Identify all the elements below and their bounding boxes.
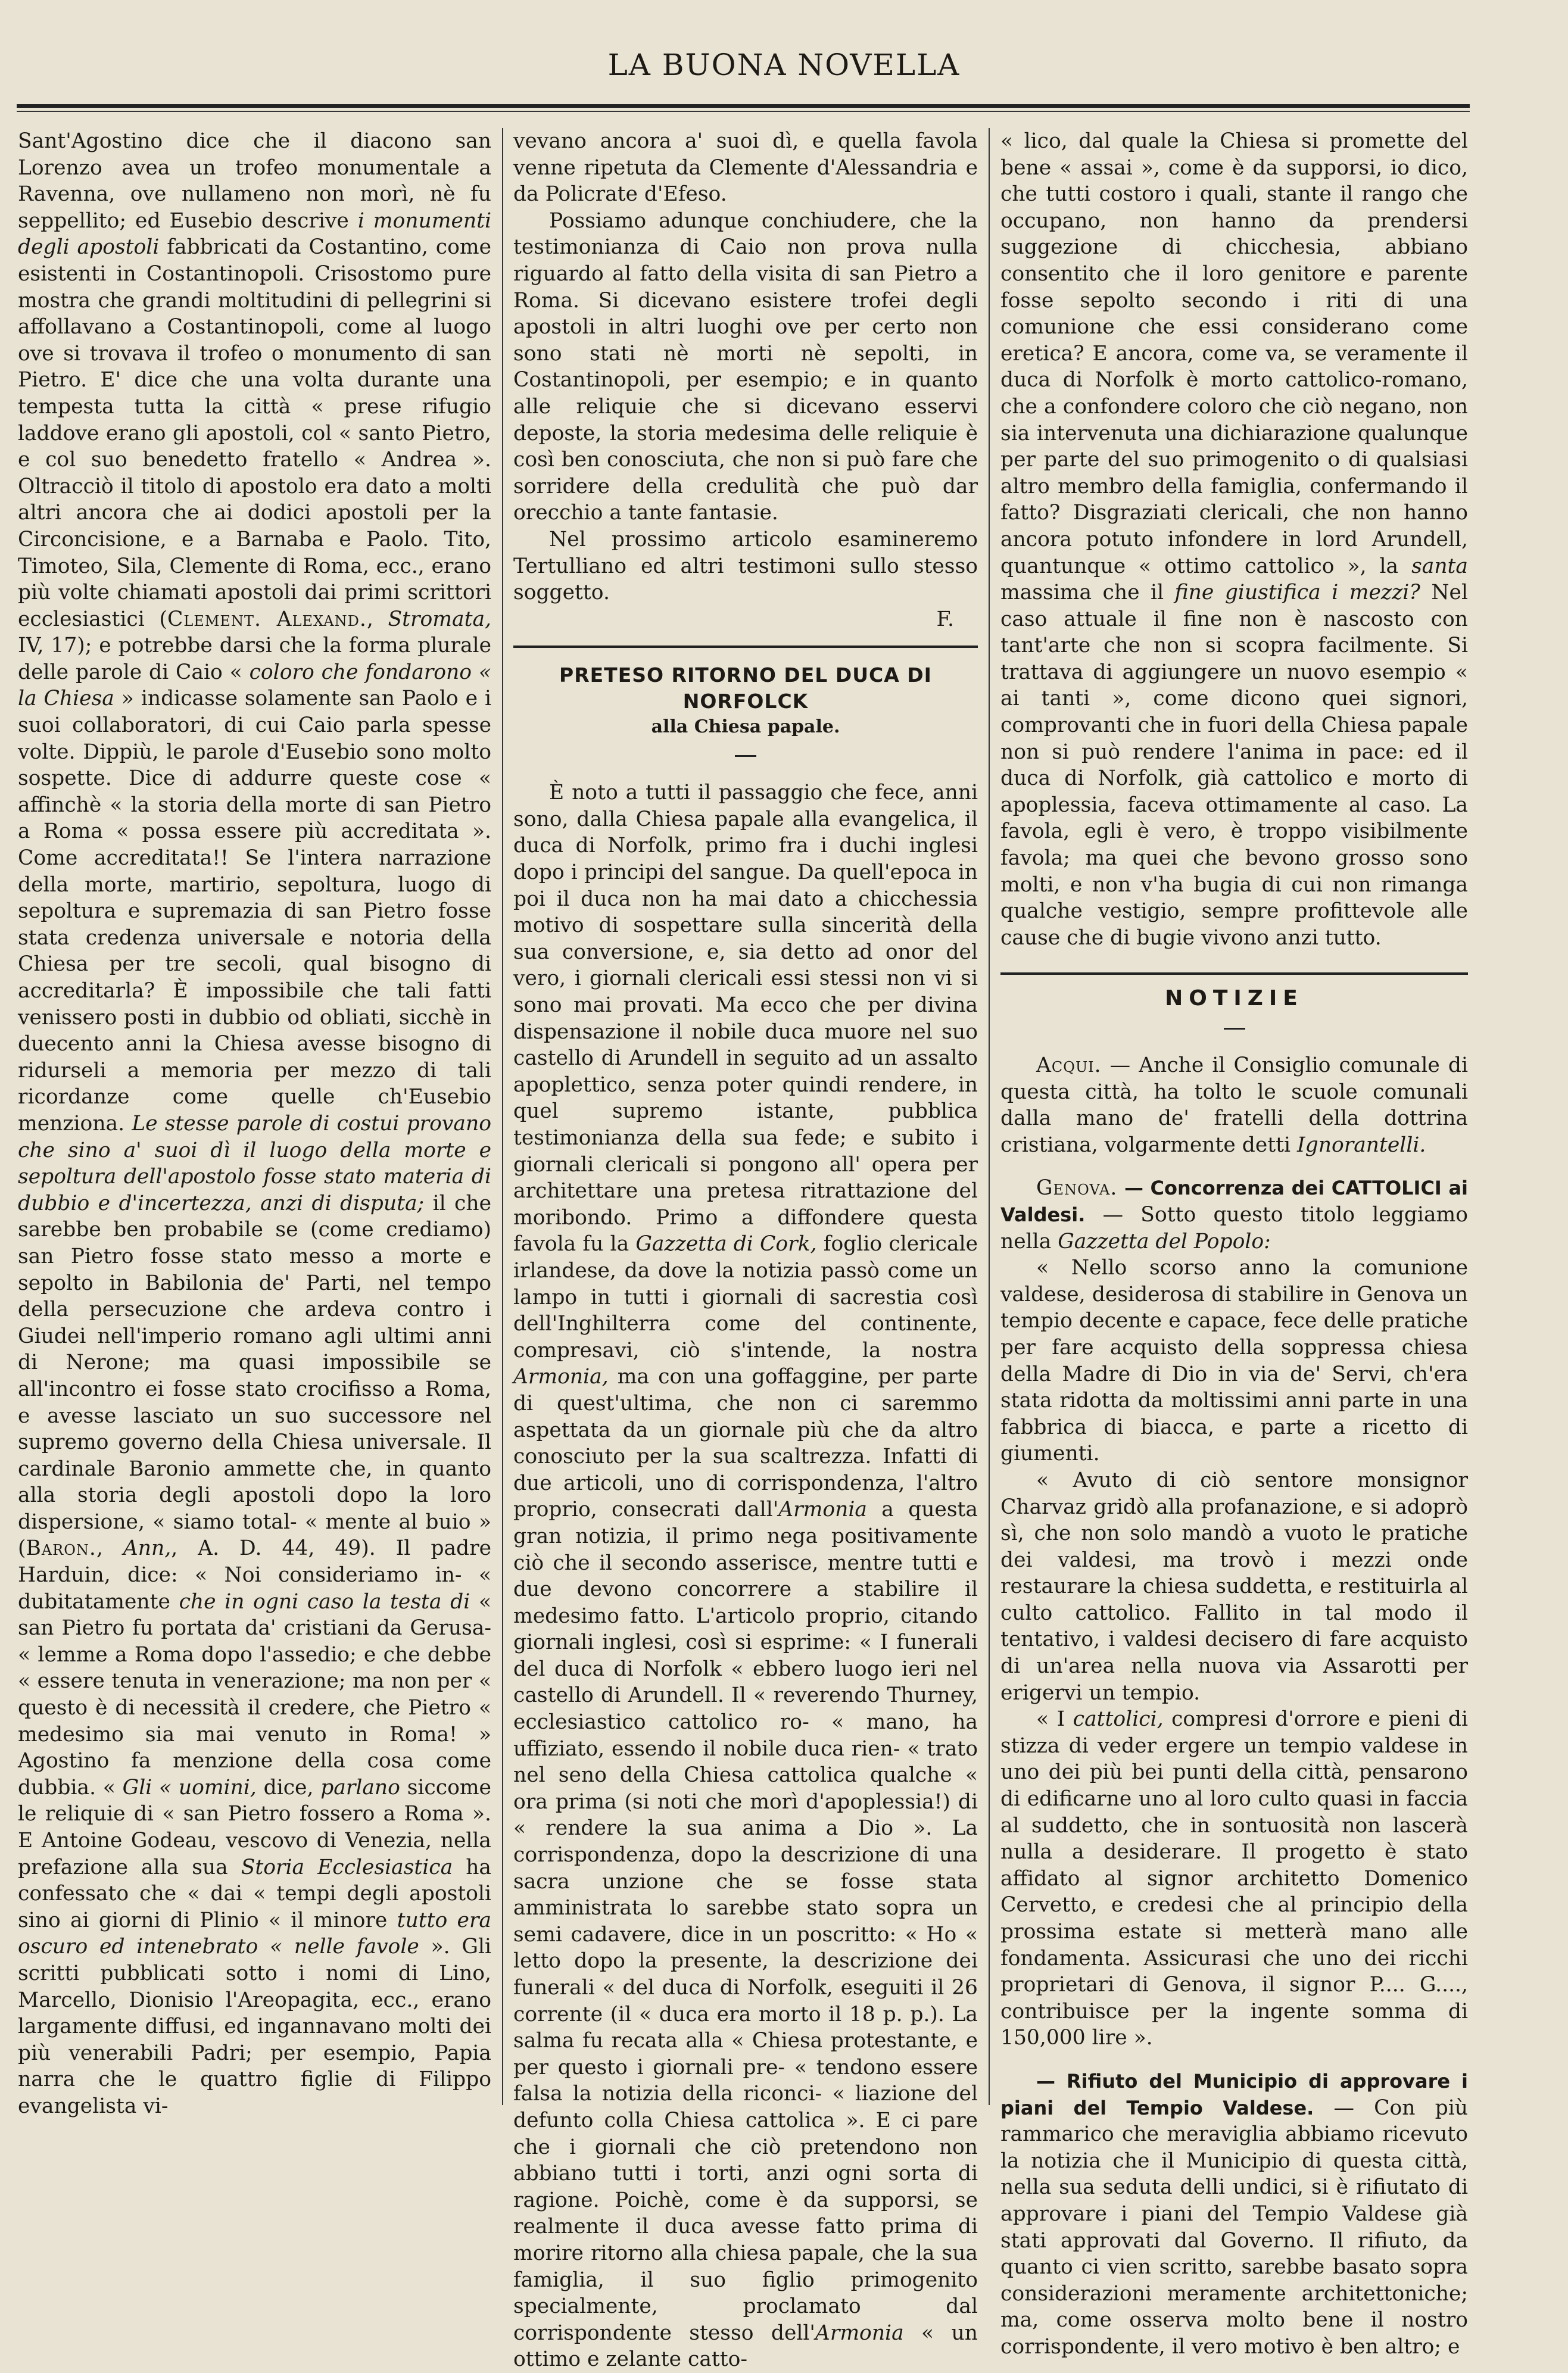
column-3 bbox=[1000, 128, 1469, 2359]
article-body: È noto a tutti il passaggio che fece, anni sono, dalla Chiesa papale alla evangelica, il duca di Norfolk, primo fra i duchi inglesi dopo i principi del sangue. Da quell'epoca in poi il duca non ha mai dato a chicchessia motivo di sospettare sulla sincerità della sua conversione, e, sia detto ad onor del vero, i giornali clericali essi stessi non vi si sono mai provati. Ma ecco che per divina dispensazione il nobile duca muore nel suo castello di Arundell in seguito ad un assalto apoplettico, senza poter quindi rendere, in quel supremo istante, pubblica testimonianza della sua fede; e subito i giornali clericali si pongono all' opera per architettare una pretesa ritrattazione del moribondo. Primo a diffondere questa favola fu la Gazzetta di Cork, foglio clericale irlandese, da dove la notizia passò come un lampo in tutti i giornali di sacrestia così dell'Inghilterra come del continente, compresavi, ciò s'intende, la nostra Armonia, ma con una goffaggine, per parte di quest'ultima, che non ci saremmo aspettata da un giornale più che da altro conosciuto per la sua scaltrezza. Infatti di due articoli, uno di corrispondenza, l'altro proprio, consecrati dall'Armonia a questa gran notizia, il primo nega positivamente ciò che il secondo asserisce, mentre tutti e due devono concorrere a stabilire il medesimo fatto. L'articolo proprio, citando giornali inglesi, così si esprime: « I funerali del duca di Norfolk « ebbero luogo ieri nel castello di Arundell. Il « reverendo Thurney, ecclesiastico cattolico ro- « mano, ha uffiziato, essendo il nobile duca rien- « trato nel seno della Chiesa cattolica qualche « ora prima (si noti che morì d'apoplessia!) di « rendere la sua anima a Dio ». La corrispondenza, dopo la descrizione di una sacra unzione che se fosse stata amministrata lo sarebbe stato sopra un semi cadavere, dice in un poscritto: « Ho « letto dopo la presente, la descrizione dei funerali « del duca di Norfolk, eseguiti il 26 corrente (il « duca era morto il 18 p. p.). La salma fu recata alla « Chiesa protestante, e per questo i giornali pre- « tendono essere falsa la notizia della riconci- « liazione del defunto colla Chiesa cattolica ». E ci pare che i giornali che ciò pretendono non abbiano tutti i torti, anzi ogni sorta di ragione. Poichè, come è da supporsi, se realmente il duca avesse fatto prima di morire ritorno alla chiesa papale, che la sua famiglia, il suo figlio primogenito specialmente, proclamato dal corrispondente stesso dell'Armonia « un ottimo e zelante catto- bbox=[513, 781, 978, 2372]
column-divider-1 bbox=[502, 128, 503, 2105]
article-title: PRETESO RITORNO DEL DUCA DI NORFOLCK bbox=[559, 663, 932, 713]
acqui-item: Acqui. — Anche il Consiglio comunale di questa città, ha tolto le scuole comunali dalla mano de' fratelli della dottrina cristiana, volgarmente detti Ignorantelli. bbox=[1000, 1053, 1468, 1157]
notizie-dash bbox=[1224, 1028, 1245, 1030]
masthead: LA BUONA NOVELLA bbox=[607, 48, 961, 82]
notizie-rule bbox=[1000, 972, 1468, 975]
col3-continued: « lico, dal quale la Chiesa si promette del bene « assai », come è da supporsi, io dico, che tutti costoro i quali, stante il rango che occupano, non hanno da prendersi suggezione di chicchesia, abbiano consentito che il loro genitore e parente fosse sepolto secondo i riti di una comunione che essi considerano come eretica? E ancora, come va, se veramente il duca di Norfolk è morto cattolico-romano, che a confondere coloro che ciò negano, non sia intervenuta una dichiarazione qualunque per parte del suo primogenito o di qualsiasi altro membro della famiglia, confermando il fatto? Disgraziati clericali, che non hanno ancora potuto infondere in lord Arundell, quantunque « ottimo cattolico », la santa massima che il fine giustifica i mezzi? Nel caso attuale il fine non è nascosto con tant'arte che non si scopra facilmente. Si trattava di aggiungere un nuovo esempio « ai tanti », come dicono quei signori, comprovanti che in fuori della Chiesa papale non si può rendere l'anima in pace: ed il duca di Norfolk, già cattolico e morto di apoplessia, faceva ottimamente al caso. La favola, egli è vero, è troppo visibilmente favola; ma quei che bevono grosso sono molti, e non v'ha bugia di cui non rimanga qualche vestigio, sempre profittevole alle cause che di bugie vivono anzi tutto. bbox=[1000, 129, 1468, 950]
section-rule bbox=[513, 646, 978, 648]
col1-paragraph: Sant'Agostino dice che il diacono san Lorenzo avea un trofeo monumentale a Ravenna, ove nullameno non morì, nè fu seppellito; ed Eusebio descrive i monumenti degli apostoli fabbricati da Costantino, come esistenti in Costantinopoli. Crisostomo pure mostra che grandi moltitudini di pellegrini si affollavano a Costantinopoli, come al luogo ove si trovava il trofeo o monumento di san Pietro. E' dice che una volta durante una tempesta tutta la città « prese rifugio laddove erano gli apostoli, col « santo Pietro, e col suo benedetto fratello « Andrea ». Oltracciò il titolo di apostolo era dato a molti altri ancora che ai dodici apostoli per la Circoncisione, e a Barnaba e Paolo. Tito, Timoteo, Sila, Clemente di Roma, ecc., erano più volte chiamati apostoli dai primi scrittori ecclesiastici (Clement. Alexand., Stromata, IV, 17); e potrebbe darsi che la forma plurale delle parole di Caio « coloro che fondarono « la Chiesa » indicasse solamente san Paolo e i suoi collaboratori, di cui Caio parla spesse volte. Dippiù, le parole d'Eusebio sono molto sospette. Dice di addurre queste cose « affinchè « la storia della morte di san Pietro a Roma « possa essere più accreditata ». Come accreditata!! Se l'intera narrazione della morte, martirio, sepoltura, luogo di sepoltura e supremazia di san Pietro fosse stata credenza universale e notoria della Chiesa per tre secoli, qual bisogno di accreditarla? È impossibile che tali fatti venissero posti in dubbio od obliati, sicchè in duecento anni la Chiesa avesse bisogno di ridurseli a memoria per mezzo di tali ricordanze come quelle ch'Eusebio menziona. Le stesse parole di costui provano che sino a' suoi dì il luogo della morte e sepoltura dell'apostolo fosse stato materia di dubbio e d'incertezza, anzi di disputa; il che sarebbe ben probabile se (come crediamo) san Pietro fosse stato messo a morte e sepolto in Babilonia de' Parti, nel tempo della persecuzione che ardeva contro i Giudei nell'imperio romano agli ultimi anni di Nerone; ma quasi impossibile se all'incontro ei fosse stato crocifisso a Roma, e avesse lasciato un suo successore nel supremo governo della Chiesa universale. Il cardinale Baronio ammette che, in quanto alla storia degli apostoli dopo la loro dispersione, « siamo total- « mente al buio » (Baron., Ann,, A. D. 44, 49). Il padre Harduin, dice: « Noi consideriamo in- « dubitatamente che in ogni caso la testa di « san Pietro fu portata da' cristiani da Gerusa- « lemme a Roma dopo l'assedio; e che debbe « essere tenuta in venerazione; ma non per « questo è di necessità il credere, che Pietro « medesimo sia mai venuto in Roma! » Agostino fa menzione della cosa come dubbia. « Gli « uomini, dice, parlano siccome le reliquie di « san Pietro fossero a Roma ». E Antoine Godeau, vescovo di Venezia, nella prefazione alla sua Storia Ecclesiastica ha confessato che « dai « tempi degli apostoli sino ai giorni di Plinio « il minore tutto era oscuro ed intenebrato « nelle favole ». Gli scritti pubblicati sotto i nomi di Lino, Marcello, Dionisio l'Areopagita, ecc., erano largamente diffusi, ed ingannavano molti dei più venerabili Padri; per esempio, Papia narra che le quattro figlie di Filippo evangelista vi- bbox=[18, 129, 492, 2118]
genova-item: Genova. — Concorrenza dei CATTOLICI ai Valdesi. — Sotto questo titolo leggiamo nella Gazzetta del Popolo: bbox=[1000, 1176, 1468, 1253]
author-signature: F. bbox=[936, 607, 954, 631]
masthead-rule-thin bbox=[17, 111, 1470, 112]
col2-next-article: Nel prossimo articolo esamineremo Tertulliano ed altri testimoni sullo stesso soggetto. bbox=[513, 527, 978, 605]
title-dash bbox=[735, 755, 756, 757]
genova-paragraph-2: « Avuto di ciò sentore monsignor Charvaz gridò alla profanazione, e si adoprò sì, che non solo mandò a vuoto le pratiche dei valdesi, ma trovò i mezzi onde restaurare la chiesa suddetta, e restituirla al culto cattolico. Fallito in tal modo il tentativo, i valdesi decisero di fare acquisto di un'area nella nuova via Assarotti per erigervi un tempio. bbox=[1000, 1468, 1468, 1705]
article-subtitle: alla Chiesa papale. bbox=[651, 716, 840, 738]
column-divider-2 bbox=[989, 128, 990, 2105]
rifiuto-item: — Rifiuto del Municipio di approvare i piani del Tempio Valdese. — Con più rammarico che meraviglia abbiamo ricevuto la notizia che il Municipio di questa città, nella sua seduta delli undici, si è rifiutato di approvare i piani del Tempio Valdese già stati approvati dal Governo. Il rifiuto, da quanto ci vien scritto, sarebbe basato sopra considerazioni meramente architettoniche; ma, come osserva molto bene il nostro corrispondente, il vero motivo è ben altro; e bbox=[1000, 2069, 1468, 2359]
column-1 bbox=[18, 128, 491, 2248]
col2-continued: vevano ancora a' suoi dì, e quella favola venne ripetuta da Clemente d'Alessandria e da Policrate d'Efeso. bbox=[513, 129, 978, 207]
genova-paragraph-3: « I cattolici, compresi d'orrore e pieni di stizza di veder ergere un tempio valdese in uno dei più bei punti della città, pensarono di edificarne uno al loro culto quasi in faccia al suddetto, che in sontuosità non lascerà nulla a desiderare. Il progetto è stato affidato al signor architetto Domenico Cervetto, e credesi che al principio della prossima estate si metterà mano alle fondamenta. Assicurasi che uno dei ricchi proprietari di Genova, il signor P.... G...., contribuisce per la ingente somma di 150,000 lire ». bbox=[1000, 1707, 1469, 2050]
col2-conclusion: Possiamo adunque conchiudere, che la testimonianza di Caio non prova nulla riguardo al fatto della visita di san Pietro a Roma. Si dicevano esistere trofei degli apostoli in altri luoghi ove per certo non sono stati nè morti nè sepolti, in Costantinopoli, per esempio; e in quanto alle reliquie che si dicevano esservi deposte, la storia medesima delle reliquie è così ben conosciuta, che non si può fare che sorridere della credulità che può dar orecchio a tante fantasie. bbox=[513, 208, 978, 525]
genova-paragraph-1: « Nello scorso anno la comunione valdese, desiderosa di stabilire in Genova un tempio decente e capace, fece delle pratiche per fare acquisto della soppressa chiesa della Madre di Dio in via de' Servi, ch'era stata ridotta da moltissimi anni parte in una fabbrica di biacca, e parte a ricetto di giumenti. bbox=[1000, 1256, 1468, 1466]
masthead-rule bbox=[17, 104, 1470, 108]
column-2 bbox=[513, 128, 978, 2372]
notizie-title: NOTIZIE bbox=[1165, 986, 1304, 1011]
